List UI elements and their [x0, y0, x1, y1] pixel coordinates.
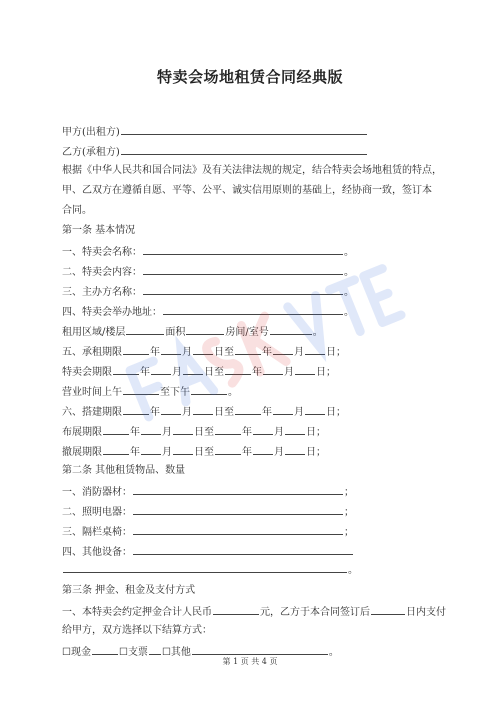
other-equipment-blank-2 [63, 562, 347, 573]
other-method-blank [192, 644, 328, 655]
lighting-label: 二、照明电器： [62, 507, 132, 518]
party-b-blank [121, 144, 367, 155]
area-blank [186, 324, 224, 335]
sale-period-label: 特卖会期限 [62, 367, 112, 378]
punct: 。 [312, 327, 323, 338]
clause-3-2: 给甲方，双方选择以下结算方式： [62, 625, 212, 636]
teardown-label: 撤展期限 [62, 447, 102, 458]
intro-line-1: 根据《中华人民共和国合同法》及有关法律法规的规定，结合特卖会场地租赁的特点， [62, 165, 442, 176]
clause-1-3 [62, 284, 354, 300]
punct: 。 [344, 287, 354, 298]
room-blank [270, 324, 312, 335]
article-3-heading: 第三条 押金、租金及支付方式 [62, 585, 196, 596]
clause-1-1 [62, 244, 354, 260]
setup-label: 布展期限 [62, 427, 102, 438]
teardown-period-line: 撤展期限 年 月 日至 年 月 日； [62, 444, 326, 460]
deposit-label: 一、本特卖会约定押金合计人民币 [62, 607, 212, 618]
article-1-heading: 第一条 基本情况 [62, 225, 136, 236]
floor-blank [126, 324, 164, 335]
sale-period-line: 特卖会期限 年 月 日至 年 月 日； [62, 364, 336, 380]
cheque-checkbox-icon[interactable]: ☐ [118, 647, 128, 658]
clause-2-2: 二、照明电器： ； [62, 504, 354, 520]
other-label: 其他 [170, 647, 191, 658]
clause-1-6: 六、搭建期限 年 月 日至 年 月 日； [62, 404, 346, 420]
rent-area-label: 租用区域/楼层 [62, 327, 126, 338]
other-equipment-blank [133, 544, 353, 555]
cash-checkbox-icon[interactable]: ☐ [62, 647, 71, 658]
clause-1-3-label: 三、主办方名称： [62, 287, 142, 298]
furniture-label: 三、隔栏桌椅： [62, 527, 132, 538]
clause-1-4-label: 四、特卖会举办地址： [62, 307, 162, 318]
other-equipment-label: 四、其他设备： [62, 547, 132, 558]
other-checkbox-icon[interactable]: ☐ [161, 647, 171, 658]
party-b-line [62, 144, 368, 160]
business-hours-line: 营业时间上午 至下午 。 [62, 384, 238, 400]
punct: 。 [344, 247, 354, 258]
host-name-blank [143, 284, 343, 295]
clause-1-1-label: 一、特卖会名称： [62, 247, 142, 258]
party-a-label: 甲方(出租方) [62, 127, 120, 138]
clause-1-2 [62, 264, 354, 280]
article-2-heading: 第二条 其他租赁物品、数量 [62, 465, 186, 476]
lease-term-label: 五、承租期限 [62, 347, 122, 358]
party-b-label: 乙方(承租方) [62, 147, 120, 158]
clause-1-5: 五、承租期限 年 月 日至 年 月 日； [62, 344, 346, 360]
venue-address-blank [163, 304, 343, 315]
intro-line-2: 甲、乙双方在遵循自愿、平等、公平、诚实信用原则的基础上，经协商一致，签订本 [62, 185, 432, 196]
party-a-blank [121, 124, 367, 135]
furniture-blank [133, 524, 343, 535]
punct: 。 [344, 267, 354, 278]
fire-equipment-label: 一、消防器材： [62, 487, 132, 498]
event-content-blank [143, 264, 343, 275]
deposit-amount-blank [213, 604, 259, 615]
event-name-blank [143, 244, 343, 255]
rent-area-line [62, 324, 323, 340]
clause-1-2-label: 二、特卖会内容： [62, 267, 142, 278]
setup-period-line: 布展期限 年 月 日至 年 月 日； [62, 424, 326, 440]
clause-3-1: 一、本特卖会约定押金合计人民币 元，乙方于本合同签订后 日内支付 [62, 604, 446, 620]
document-title: 特卖会场地租赁合同经典版 [156, 68, 343, 86]
payment-options: ☐现金 ☐支票 ☐其他 。 [62, 644, 339, 660]
room-label: 房间/室号 [225, 327, 269, 338]
hours-label: 营业时间上午 [62, 387, 122, 398]
page-footer: 第 1 页 共 4 页 [222, 657, 278, 666]
intro-line-3: 合同。 [62, 205, 92, 216]
clause-2-1: 一、消防器材： ； [62, 484, 354, 500]
area-label: 面积 [165, 327, 186, 338]
cash-label: 现金 [70, 647, 91, 658]
deposit-days-blank [371, 604, 405, 615]
clause-2-3: 三、隔栏桌椅： ； [62, 524, 354, 540]
lighting-blank [133, 504, 343, 515]
cheque-label: 支票 [127, 647, 148, 658]
clause-2-4 [62, 544, 354, 560]
party-a-line [62, 124, 368, 140]
clause-1-4 [62, 304, 354, 320]
clause-2-4-continued: 。 [62, 562, 358, 578]
punct: 。 [344, 307, 354, 318]
build-term-label: 六、搭建期限 [62, 407, 122, 418]
fire-equipment-blank [133, 484, 343, 495]
